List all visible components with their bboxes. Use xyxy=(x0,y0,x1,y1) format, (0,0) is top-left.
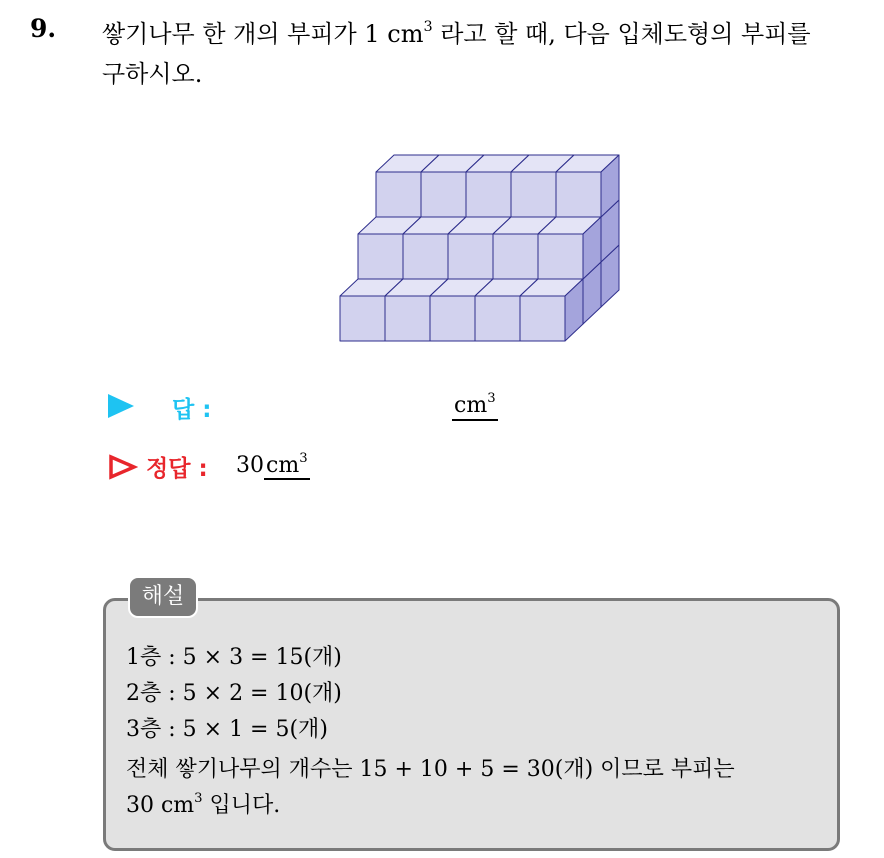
cube-front-face xyxy=(493,234,538,279)
correct-answer-number: 30 xyxy=(236,453,264,478)
cube-front-face xyxy=(385,296,430,341)
correct-unit-exp: 3 xyxy=(299,451,308,467)
explanation-ending: 입니다. xyxy=(202,793,281,818)
cube-front-face xyxy=(421,172,466,217)
stacked-cubes-figure xyxy=(330,145,630,350)
question-text-part: 쌓기나무 한 개의 부피가 1 cm xyxy=(102,20,424,48)
cube-front-face xyxy=(376,172,421,217)
cube-front-face xyxy=(403,234,448,279)
explanation-line-last xyxy=(126,788,280,819)
cube-front-face xyxy=(340,296,385,341)
cube-front-face xyxy=(556,172,601,217)
question-superscript: 3 xyxy=(423,19,433,36)
explanation-line: 3층 : 5 × 1 = 5(개) xyxy=(126,717,328,742)
correct-answer-unit xyxy=(264,453,310,480)
cube-front-face xyxy=(466,172,511,217)
question-text-part: 라고 할 때, 다음 입체도형의 부피를 xyxy=(432,20,811,48)
answer-unit-base: cm xyxy=(454,393,488,418)
answer-unit-exp: 3 xyxy=(487,391,496,407)
explanation-line: 1층 : 5 × 3 = 15(개) xyxy=(126,645,342,670)
cube-front-face xyxy=(538,234,583,279)
explanation-volume-exp: 3 xyxy=(194,791,203,807)
question-number: 9. xyxy=(30,14,57,43)
answer-arrow-icon xyxy=(108,394,134,418)
correct-arrow-icon xyxy=(108,454,138,480)
cube-front-face xyxy=(520,296,565,341)
cube-front-face xyxy=(511,172,556,217)
explanation-tab: 해설 xyxy=(128,576,198,618)
answer-unit[interactable] xyxy=(452,393,498,421)
correct-unit-base: cm xyxy=(266,453,300,478)
correct-answer-value xyxy=(236,453,310,479)
explanation-line: 전체 쌓기나무의 개수는 15 + 10 + 5 = 30(개) 이므로 부피는 xyxy=(126,757,735,782)
cube-front-face xyxy=(475,296,520,341)
explanation-line: 2층 : 5 × 2 = 10(개) xyxy=(126,681,342,706)
question-text-line2: 구하시오. xyxy=(102,60,203,88)
cube-front-face xyxy=(448,234,493,279)
question-text-line1 xyxy=(102,14,811,49)
explanation-volume-value: 30 cm xyxy=(126,793,195,818)
answer-label: 답 : xyxy=(172,397,212,423)
cube-front-face xyxy=(430,296,475,341)
correct-answer-label: 정답 : xyxy=(146,456,208,482)
cube-front-face xyxy=(358,234,403,279)
